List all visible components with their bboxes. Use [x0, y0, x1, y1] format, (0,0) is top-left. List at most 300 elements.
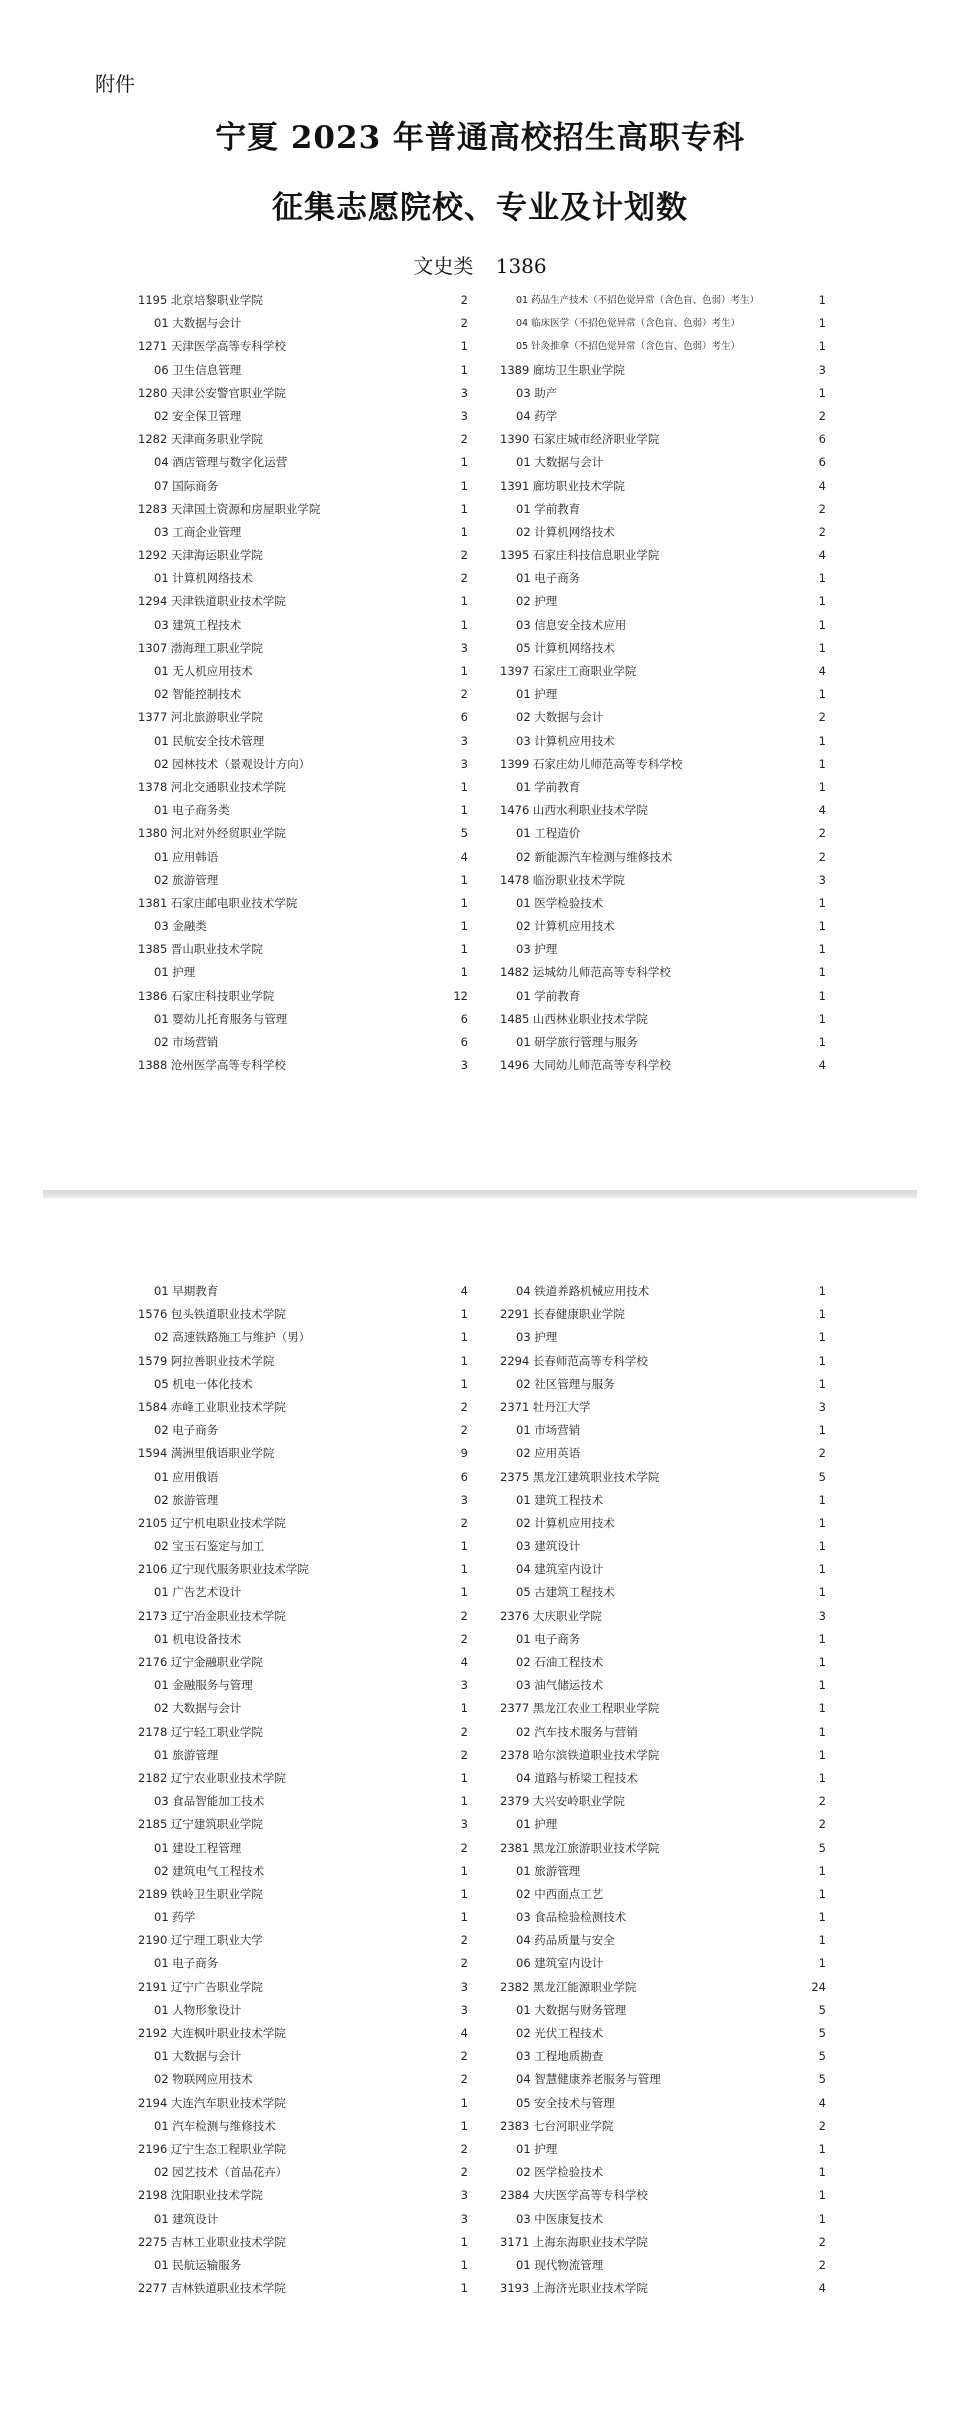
- major-name: 01 市场营销: [516, 1423, 581, 1438]
- plan-count: 2: [818, 2257, 826, 2272]
- school-row: [138, 1396, 468, 1419]
- plan-count: 1: [460, 1585, 468, 1600]
- major-name: 02 石油工程技术: [516, 1655, 604, 1669]
- school-row: [500, 475, 826, 498]
- plan-count: 2: [818, 2234, 826, 2249]
- plan-count: 1: [460, 965, 468, 980]
- plan-count: 1: [818, 385, 826, 400]
- plan-count: 3: [460, 1817, 468, 1832]
- plan-count: 1: [460, 872, 468, 887]
- plan-count: 2: [818, 408, 826, 423]
- category-name: 文史类: [413, 254, 474, 278]
- school-name: 2189 铁岭卫生职业学院: [138, 1886, 263, 1901]
- major-row: [500, 614, 826, 637]
- major-name: 02 计算机网络技术: [516, 524, 615, 539]
- major-row: [138, 799, 468, 822]
- major-row: [500, 567, 826, 590]
- major-row: [138, 1535, 468, 1558]
- major-row: [138, 1744, 468, 1767]
- plan-count: 1: [460, 1330, 468, 1345]
- major-name: 04 酒店管理与数字化运营: [154, 455, 288, 470]
- major-row: [500, 590, 826, 613]
- major-row: [500, 382, 826, 405]
- school-name: 1391 廊坊职业技术学院: [500, 478, 625, 493]
- major-row: [138, 405, 468, 428]
- plan-count: 1: [460, 478, 468, 493]
- school-row: [138, 2138, 468, 2161]
- plan-count: 3: [460, 1492, 468, 1507]
- major-row: [500, 1535, 826, 1558]
- school-row: [138, 822, 468, 845]
- major-row: [500, 335, 826, 358]
- major-row: [500, 1813, 826, 1836]
- major-row: [138, 1373, 468, 1396]
- school-name: 1195 北京培黎职业学院: [138, 293, 263, 307]
- plan-count: 5: [818, 2026, 826, 2040]
- major-name: 03 工商企业管理: [154, 524, 242, 539]
- school-name: 1280 天津公安警官职业学院: [138, 385, 286, 400]
- plan-count: 4: [460, 2026, 468, 2040]
- major-name: 01 学前教育: [516, 779, 581, 794]
- plan-count: 1: [818, 339, 826, 354]
- plan-count: 1: [460, 339, 468, 354]
- school-name: 2379 大兴安岭职业学院: [500, 1794, 625, 1809]
- plan-count: 1: [818, 1863, 826, 1878]
- school-row: [500, 799, 826, 822]
- major-row: [138, 1674, 468, 1697]
- major-name: 01 建筑设计: [154, 2211, 219, 2226]
- plan-count: 2: [460, 1631, 468, 1646]
- school-name: 1294 天津铁道职业技术学院: [138, 594, 286, 609]
- plan-count: 1: [460, 1701, 468, 1716]
- major-row: [500, 289, 826, 312]
- major-row: [500, 1280, 826, 1303]
- plan-count: 1: [460, 1539, 468, 1554]
- major-name: 06 建筑室内设计: [516, 1956, 604, 1971]
- major-row: [500, 2022, 826, 2045]
- major-name: 03 金融类: [154, 919, 207, 934]
- school-row: [138, 544, 468, 567]
- plan-count: 1: [818, 1307, 826, 1322]
- plan-count: 5: [818, 1840, 826, 1855]
- plan-count: 1: [460, 779, 468, 794]
- plan-count: 2: [460, 1840, 468, 1855]
- plan-count: 4: [818, 478, 826, 493]
- major-name: 03 食品检验检测技术: [516, 1910, 627, 1925]
- page1-right-column: [500, 289, 826, 1077]
- plan-count: 2: [460, 293, 468, 307]
- major-name: 02 建筑电气工程技术: [154, 1863, 265, 1878]
- plan-count: 3: [460, 1058, 468, 1073]
- school-name: 2194 大连汽车职业技术学院: [138, 2095, 286, 2110]
- school-name: 2173 辽宁冶金职业技术学院: [138, 1608, 286, 1623]
- major-name: 01 研学旅行管理与服务: [516, 1035, 638, 1049]
- major-name: 01 人物形象设计: [154, 2002, 242, 2017]
- major-name: 02 应用英语: [516, 1446, 581, 1461]
- school-name: 2275 吉林工业职业技术学院: [138, 2234, 286, 2249]
- major-name: 02 园林技术（景观设计方向）: [154, 756, 311, 771]
- major-name: 01 早期教育: [154, 1284, 219, 1298]
- plan-count: 1: [818, 640, 826, 655]
- plan-count: 2: [460, 1956, 468, 1971]
- major-name: 01 婴幼儿托育服务与管理: [154, 1011, 288, 1026]
- school-name: 1579 阿拉善职业技术学院: [138, 1353, 275, 1368]
- plan-count: 6: [818, 432, 826, 447]
- major-row: [500, 2254, 826, 2277]
- plan-count: 1: [818, 1035, 826, 1049]
- plan-count: 5: [818, 2002, 826, 2017]
- major-name: 01 现代物流管理: [516, 2257, 604, 2272]
- major-name: 02 物联网应用技术: [154, 2072, 253, 2087]
- major-name: 05 古建筑工程技术: [516, 1585, 615, 1600]
- major-name: 04 药品质量与安全: [516, 1933, 615, 1948]
- major-name: 02 社区管理与服务: [516, 1376, 615, 1391]
- plan-count: 1: [460, 1562, 468, 1577]
- major-name: 01 护理: [516, 1817, 558, 1832]
- major-row: [138, 1860, 468, 1883]
- plan-count: 2: [460, 2072, 468, 2087]
- school-row: [138, 706, 468, 729]
- school-name: 1378 河北交通职业技术学院: [138, 779, 286, 794]
- major-name: 06 卫生信息管理: [154, 362, 242, 377]
- plan-count: 1: [818, 988, 826, 1003]
- plan-count: 2: [818, 826, 826, 841]
- school-name: 1482 运城幼儿师范高等专科学校: [500, 965, 671, 980]
- school-row: [138, 1883, 468, 1906]
- school-row: [138, 2231, 468, 2254]
- plan-count: 2: [818, 710, 826, 725]
- plan-count: 2: [460, 1515, 468, 1530]
- major-name: 01 广告艺术设计: [154, 1585, 242, 1600]
- major-name: 03 建筑设计: [516, 1539, 581, 1554]
- major-row: [500, 915, 826, 938]
- plan-count: 2: [818, 1446, 826, 1461]
- major-name: 05 安全技术与管理: [516, 2095, 615, 2110]
- major-row: [500, 521, 826, 544]
- major-row: [138, 1906, 468, 1929]
- school-name: 1478 临汾职业技术学院: [500, 872, 625, 887]
- school-name: 2178 辽宁轻工职业学院: [138, 1724, 263, 1739]
- major-row: [500, 2092, 826, 2115]
- plan-count: 1: [818, 1747, 826, 1762]
- school-row: [138, 590, 468, 613]
- major-row: [138, 2161, 468, 2184]
- plan-count: 5: [818, 2049, 826, 2064]
- plan-count: 1: [818, 779, 826, 794]
- plan-count: 1: [818, 1956, 826, 1971]
- page1-left-column: [138, 289, 468, 1077]
- major-row: [500, 2161, 826, 2184]
- major-row: [500, 1373, 826, 1396]
- plan-count: 6: [460, 1035, 468, 1049]
- plan-count: 1: [460, 1863, 468, 1878]
- major-name: 05 针灸推拿（不招色觉异常（含色盲、色弱）考生）: [516, 341, 741, 353]
- major-row: [500, 1651, 826, 1674]
- school-name: 1381 石家庄邮电职业技术学院: [138, 895, 298, 910]
- school-row: [500, 753, 826, 776]
- plan-count: 3: [460, 640, 468, 655]
- plan-count: 2: [460, 1724, 468, 1739]
- school-name: 2106 辽宁现代服务职业技术学院: [138, 1562, 309, 1577]
- major-name: 01 护理: [516, 687, 558, 702]
- school-row: [500, 544, 826, 567]
- page2-left-column: [138, 1280, 468, 2300]
- school-row: [500, 1054, 826, 1077]
- plan-count: 1: [460, 1307, 468, 1322]
- plan-count: 2: [460, 2165, 468, 2180]
- plan-count: 1: [818, 1631, 826, 1646]
- plan-count: 4: [818, 803, 826, 818]
- major-name: 01 工程造价: [516, 826, 581, 841]
- school-name: 1380 河北对外经贸职业学院: [138, 826, 286, 841]
- school-row: [138, 1929, 468, 1952]
- plan-count: 6: [460, 1011, 468, 1026]
- major-row: [500, 706, 826, 729]
- major-row: [500, 1883, 826, 1906]
- school-row: [138, 1651, 468, 1674]
- plan-count: 1: [818, 919, 826, 934]
- plan-count: 6: [460, 1469, 468, 1484]
- major-row: [500, 1767, 826, 1790]
- school-name: 2192 大连枫叶职业技术学院: [138, 2026, 286, 2040]
- school-row: [138, 1767, 468, 1790]
- school-row: [500, 1744, 826, 1767]
- major-row: [500, 498, 826, 521]
- plan-count: 4: [818, 2281, 826, 2296]
- plan-count: 1: [818, 1423, 826, 1438]
- school-name: 2196 辽宁生态工程职业学院: [138, 2141, 286, 2156]
- major-row: [138, 451, 468, 474]
- major-row: [138, 1008, 468, 1031]
- school-name: 1389 廊坊卫生职业学院: [500, 362, 625, 377]
- major-row: [138, 1489, 468, 1512]
- plan-count: 1: [818, 617, 826, 632]
- plan-count: 1: [818, 1910, 826, 1925]
- school-row: [500, 2277, 826, 2300]
- major-row: [138, 753, 468, 776]
- plan-count: 2: [460, 316, 468, 331]
- major-row: [138, 1999, 468, 2022]
- plan-count: 1: [818, 733, 826, 748]
- plan-count: 1: [460, 895, 468, 910]
- major-row: [500, 846, 826, 869]
- plan-count: 1: [818, 1515, 826, 1530]
- major-row: [138, 1952, 468, 1975]
- school-row: [138, 1721, 468, 1744]
- plan-count: 3: [460, 1678, 468, 1693]
- plan-count: 1: [818, 1353, 826, 1368]
- major-row: [500, 2138, 826, 2161]
- plan-count: 1: [818, 1585, 826, 1600]
- major-row: [138, 1790, 468, 1813]
- major-name: 02 计算机应用技术: [516, 919, 615, 934]
- plan-count: 1: [818, 293, 826, 307]
- plan-count: 1: [818, 571, 826, 586]
- plan-count: 2: [818, 524, 826, 539]
- school-name: 2377 黑龙江农业工程职业学院: [500, 1701, 660, 1716]
- school-name: 2277 吉林铁道职业技术学院: [138, 2281, 286, 2296]
- school-row: [500, 1350, 826, 1373]
- school-row: [138, 382, 468, 405]
- major-name: 02 市场营销: [154, 1035, 219, 1049]
- major-name: 02 高速铁路施工与维护（男）: [154, 1330, 311, 1345]
- plan-count: 3: [818, 362, 826, 377]
- school-name: 1594 满洲里俄语职业学院: [138, 1446, 275, 1461]
- plan-count: 6: [460, 710, 468, 725]
- plan-count: 2: [460, 2141, 468, 2156]
- plan-count: 4: [818, 548, 826, 563]
- major-name: 01 护理: [516, 2141, 558, 2156]
- plan-count: 3: [818, 1399, 826, 1414]
- plan-count: 6: [818, 455, 826, 470]
- school-name: 1496 大同幼儿师范高等专科学校: [500, 1058, 671, 1073]
- school-name: 1395 石家庄科技信息职业学院: [500, 548, 660, 563]
- major-name: 01 无人机应用技术: [154, 664, 253, 678]
- major-row: [500, 637, 826, 660]
- major-name: 01 民航运输服务: [154, 2257, 242, 2272]
- major-row: [138, 1466, 468, 1489]
- major-name: 04 道路与桥梁工程技术: [516, 1770, 638, 1785]
- school-row: [500, 1976, 826, 1999]
- major-name: 03 计算机应用技术: [516, 733, 615, 748]
- major-row: [500, 1929, 826, 1952]
- major-name: 01 学前教育: [516, 988, 581, 1003]
- major-row: [138, 475, 468, 498]
- major-name: 01 大数据与会计: [154, 316, 242, 331]
- major-name: 01 学前教育: [516, 501, 581, 516]
- major-row: [138, 846, 468, 869]
- plan-count: 1: [818, 756, 826, 771]
- major-name: 02 智能控制技术: [154, 687, 242, 702]
- school-row: [500, 1697, 826, 1720]
- plan-count: 1: [460, 1886, 468, 1901]
- school-name: 2371 牡丹江大学: [500, 1399, 591, 1414]
- plan-count: 1: [460, 1910, 468, 1925]
- major-name: 01 电子商务: [154, 1956, 219, 1971]
- major-name: 04 智慧健康养老服务与管理: [516, 2072, 661, 2087]
- major-row: [500, 1581, 826, 1604]
- school-name: 2384 大庆医学高等专科学校: [500, 2188, 648, 2203]
- plan-count: 1: [818, 1011, 826, 1026]
- plan-count: 3: [460, 733, 468, 748]
- major-name: 02 计算机应用技术: [516, 1515, 615, 1530]
- major-name: 01 建筑工程技术: [516, 1492, 604, 1507]
- major-name: 02 旅游管理: [154, 1492, 219, 1507]
- major-name: 01 电子商务: [516, 1631, 581, 1646]
- school-name: 1377 河北旅游职业学院: [138, 710, 263, 725]
- plan-count: 1: [460, 942, 468, 957]
- major-name: 01 机电设备技术: [154, 1631, 242, 1646]
- school-name: 2382 黑龙江能源职业学院: [500, 1979, 637, 1994]
- plan-count: 1: [818, 2188, 826, 2203]
- major-row: [500, 2208, 826, 2231]
- major-row: [500, 1558, 826, 1581]
- major-name: 02 园艺技术（首品花卉）: [154, 2165, 288, 2180]
- major-row: [500, 1721, 826, 1744]
- major-row: [138, 567, 468, 590]
- school-name: 2182 辽宁农业职业技术学院: [138, 1770, 286, 1785]
- major-row: [138, 2115, 468, 2138]
- plan-count: 2: [818, 1817, 826, 1832]
- major-row: [138, 683, 468, 706]
- school-row: [138, 938, 468, 961]
- school-name: 1307 渤海理工职业学院: [138, 640, 263, 655]
- major-row: [500, 1860, 826, 1883]
- plan-count: 1: [818, 2211, 826, 2226]
- school-name: 2381 黑龙江旅游职业技术学院: [500, 1840, 660, 1855]
- major-row: [138, 1697, 468, 1720]
- plan-count: 4: [460, 1655, 468, 1669]
- plan-count: 1: [818, 687, 826, 702]
- major-name: 01 护理: [154, 965, 196, 980]
- major-row: [500, 730, 826, 753]
- plan-count: 1: [818, 1330, 826, 1345]
- major-name: 07 国际商务: [154, 478, 219, 493]
- major-name: 01 应用韩语: [154, 849, 219, 864]
- plan-count: 1: [460, 2118, 468, 2133]
- document-title-line1: 宁夏 2023 年普通高校招生高职专科: [215, 120, 745, 156]
- plan-count: 4: [460, 849, 468, 864]
- major-name: 04 铁道养路机械应用技术: [516, 1284, 650, 1298]
- major-name: 02 旅游管理: [154, 872, 219, 887]
- plan-count: 1: [460, 1770, 468, 1785]
- plan-count: 1: [818, 594, 826, 609]
- school-row: [138, 498, 468, 521]
- major-row: [500, 1674, 826, 1697]
- major-name: 02 医学检验技术: [516, 2165, 604, 2180]
- school-name: 2105 辽宁机电职业技术学院: [138, 1515, 286, 1530]
- major-row: [138, 915, 468, 938]
- plan-count: 3: [460, 756, 468, 771]
- school-row: [138, 2277, 468, 2300]
- plan-count: 1: [818, 1492, 826, 1507]
- page2-right-column: [500, 1280, 826, 2300]
- plan-count: 2: [818, 1794, 826, 1809]
- plan-count: 4: [818, 664, 826, 678]
- major-row: [500, 2045, 826, 2068]
- plan-count: 1: [460, 2234, 468, 2249]
- school-name: 1576 包头铁道职业技术学院: [138, 1307, 286, 1322]
- plan-count: 2: [818, 501, 826, 516]
- major-name: 02 汽车技术服务与营销: [516, 1724, 638, 1739]
- school-name: 2294 长春师范高等专科学校: [500, 1353, 648, 1368]
- plan-count: 1: [460, 2281, 468, 2296]
- plan-count: 4: [460, 1284, 468, 1298]
- major-name: 02 光伏工程技术: [516, 2026, 604, 2040]
- school-row: [500, 1303, 826, 1326]
- major-row: [500, 1952, 826, 1975]
- school-name: 2198 沈阳职业技术学院: [138, 2188, 263, 2203]
- plan-count: 12: [453, 988, 468, 1003]
- major-row: [138, 730, 468, 753]
- plan-count: 1: [818, 1933, 826, 1948]
- major-name: 03 信息安全技术应用: [516, 617, 627, 632]
- major-name: 01 医学检验技术: [516, 895, 604, 910]
- major-row: [500, 2068, 826, 2091]
- major-name: 01 应用俄语: [154, 1469, 219, 1484]
- plan-count: 1: [818, 1770, 826, 1785]
- major-name: 03 工程地质勘查: [516, 2049, 604, 2064]
- plan-count: 2: [460, 1933, 468, 1948]
- plan-count: 1: [818, 1886, 826, 1901]
- plan-count: 2: [460, 571, 468, 586]
- school-row: [138, 335, 468, 358]
- plan-count: 3: [818, 872, 826, 887]
- school-row: [500, 1605, 826, 1628]
- major-row: [138, 660, 468, 683]
- plan-count: 1: [460, 1376, 468, 1391]
- major-name: 03 护理: [516, 1330, 558, 1345]
